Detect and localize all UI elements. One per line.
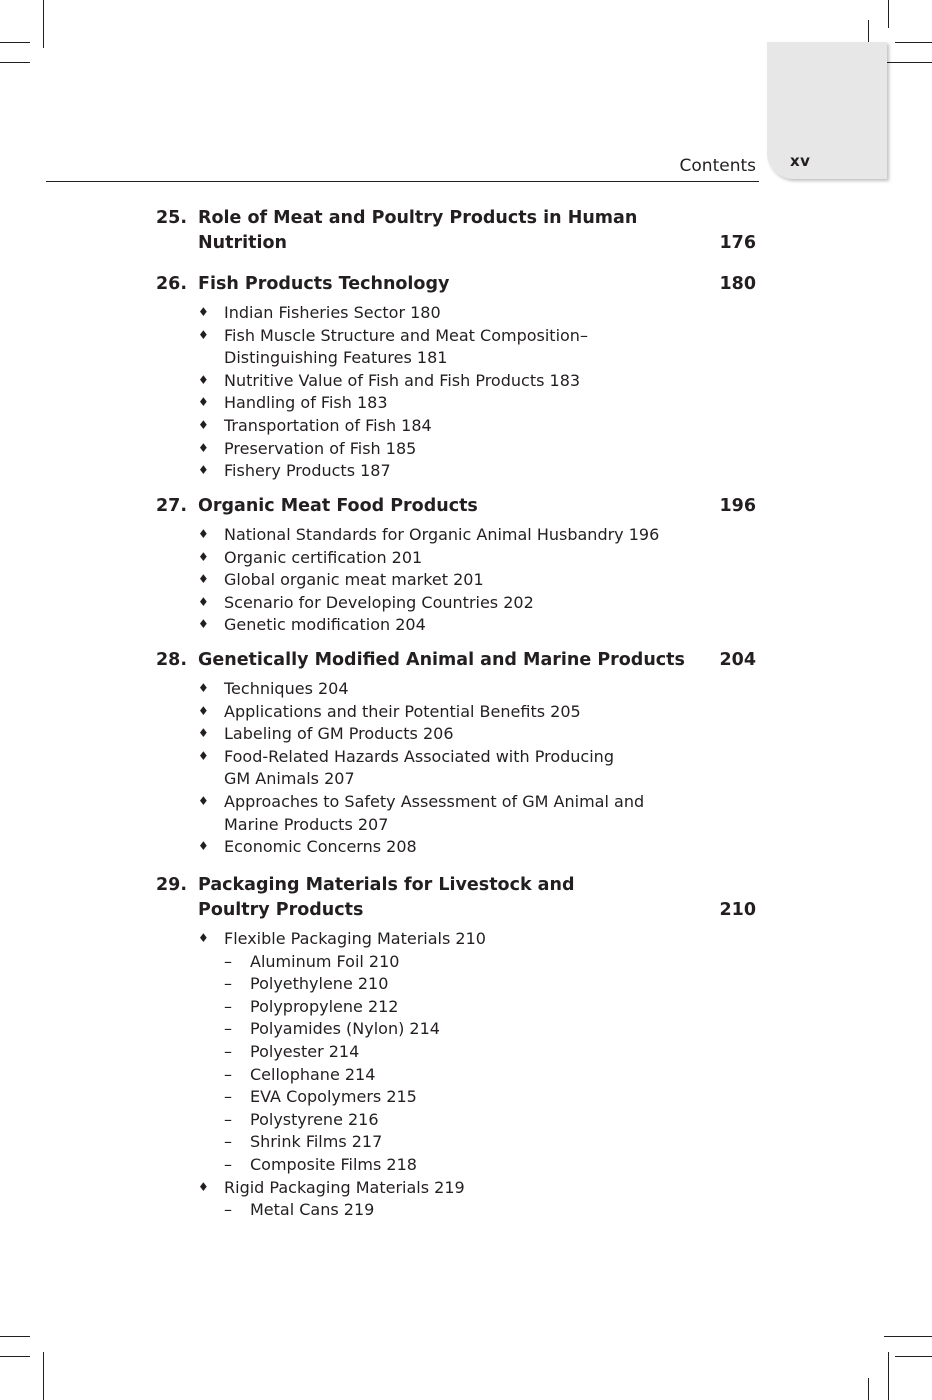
dash-bullet: – [224,1087,232,1107]
dash-bullet: – [224,1109,232,1129]
crop-mark [868,1378,869,1400]
dash-bullet: – [224,974,232,994]
toc-item-text: Genetic modification 204 [224,615,426,635]
diamond-bullet-icon: ♦ [198,463,209,478]
dash-bullet: – [224,951,232,971]
dash-bullet: – [224,1042,232,1061]
dash-bullet: – [224,996,232,1016]
diamond-bullet-icon: ♦ [198,549,209,564]
diamond-bullet-icon: ♦ [198,372,209,387]
crop-mark [888,1352,889,1400]
toc-item-text: Polyester 214 [250,1042,360,1061]
chapter-title: Organic Meat Food Products [198,496,478,516]
chapter-page-number: 196 [719,496,756,516]
toc-item-text: Distinguishing Features 181 [224,348,448,368]
diamond-bullet-icon: ♦ [198,681,209,695]
diamond-bullet-icon: ♦ [198,726,209,741]
toc-item-text: Approaches to Safety Assessment of GM Animal and [224,792,645,811]
toc-item-text: Techniques 204 [224,679,349,698]
diamond-bullet-icon: ♦ [198,1179,209,1194]
diamond-bullet-icon: ♦ [198,703,209,718]
diamond-bullet-icon: ♦ [198,794,209,808]
crop-mark [0,42,30,43]
toc-item-text: Polyamides (Nylon) 214 [250,1019,440,1039]
diamond-bullet-icon: ♦ [198,748,209,763]
toc-item-text: Transportation of Fish 184 [224,416,432,435]
crop-mark [884,1336,932,1337]
toc-item-text: Global organic meat market 201 [224,570,484,590]
toc-item-text: Nutritive Value of Fish and Fish Products 183 [224,370,581,390]
diamond-bullet-icon: ♦ [198,418,209,432]
toc-item-text: Fish Muscle Structure and Meat Composition– [224,325,588,345]
chapter-number: 25. [156,208,188,228]
header-rule [46,181,759,182]
diamond-bullet-icon: ♦ [198,527,209,541]
toc-item-text: Cellophane 214 [250,1064,376,1084]
toc-item-text: Metal Cans 219 [250,1200,375,1220]
diamond-bullet-icon: ♦ [198,395,209,410]
dash-bullet: – [224,1132,232,1152]
toc-item-text: Shrink Films 217 [250,1132,383,1152]
chapter-number: 29. [156,875,188,895]
chapter-title: Role of Meat and Poultry Products in Human [198,208,638,228]
toc-item-text: Preservation of Fish 185 [224,438,417,458]
toc-item-text: Handling of Fish 183 [224,393,388,413]
toc-item-text: Marine Products 207 [224,814,389,834]
crop-mark [884,62,932,63]
toc-item-text: Fishery Products 187 [224,461,391,481]
crop-mark [895,42,932,43]
running-head: Contents [679,156,756,176]
diamond-bullet-icon: ♦ [198,305,209,319]
toc-item-text: Flexible Packaging Materials 210 [224,929,486,948]
chapter-title: Poultry Products [198,900,364,920]
toc-item-text: Indian Fisheries Sector 180 [224,303,441,322]
toc-item-text: Labeling of GM Products 206 [224,724,454,744]
dash-bullet: – [224,1019,232,1039]
crop-mark [0,1356,30,1357]
page-number: xv [790,152,811,170]
toc-item-text: EVA Copolymers 215 [250,1087,417,1107]
chapter-title: Genetically Modified Animal and Marine Products [198,650,685,670]
diamond-bullet-icon: ♦ [198,839,209,854]
diamond-bullet-icon: ♦ [198,617,209,632]
crop-mark [895,1356,932,1357]
toc-item-text: Polystyrene 216 [250,1109,379,1129]
crop-mark [0,62,30,63]
crop-mark [43,0,44,48]
chapter-title: Packaging Materials for Livestock and [198,875,575,895]
toc-item-text: Food-Related Hazards Associated with Producing [224,746,614,766]
chapter-page-number: 204 [719,650,756,670]
diamond-bullet-icon: ♦ [198,440,209,455]
chapter-title: Fish Products Technology [198,274,450,294]
toc-item-text: Organic certification 201 [224,547,423,567]
diamond-bullet-icon: ♦ [198,931,209,945]
diamond-bullet-icon: ♦ [198,327,209,342]
chapter-number: 28. [156,650,188,670]
dash-bullet: – [224,1064,232,1084]
dash-bullet: – [224,1155,232,1174]
diamond-bullet-icon: ♦ [198,572,209,587]
chapter-number: 27. [156,496,188,516]
page-tab [767,42,887,179]
toc-item-text: Polypropylene 212 [250,996,399,1016]
dash-bullet: – [224,1200,232,1220]
chapter-number: 26. [156,274,188,294]
chapter-page-number: 180 [719,274,756,294]
crop-mark [0,1336,30,1337]
toc-item-text: Aluminum Foil 210 [250,951,400,971]
toc-item-text: Applications and their Potential Benefits 205 [224,701,581,721]
chapter-page-number: 210 [719,900,756,920]
chapter-title: Nutrition [198,233,287,253]
chapter-page-number: 176 [719,233,756,253]
toc-item-text: Polyethylene 210 [250,974,389,994]
toc-item-text: GM Animals 207 [224,769,355,789]
crop-mark [43,1352,44,1400]
toc-item-text: Rigid Packaging Materials 219 [224,1177,465,1197]
toc-item-text: Composite Films 218 [250,1155,417,1174]
toc-item-text: Scenario for Developing Countries 202 [224,592,534,612]
diamond-bullet-icon: ♦ [198,594,209,609]
toc-item-text: Economic Concerns 208 [224,837,417,857]
toc-item-text: National Standards for Organic Animal Husbandry 196 [224,525,660,544]
crop-mark [888,0,889,28]
